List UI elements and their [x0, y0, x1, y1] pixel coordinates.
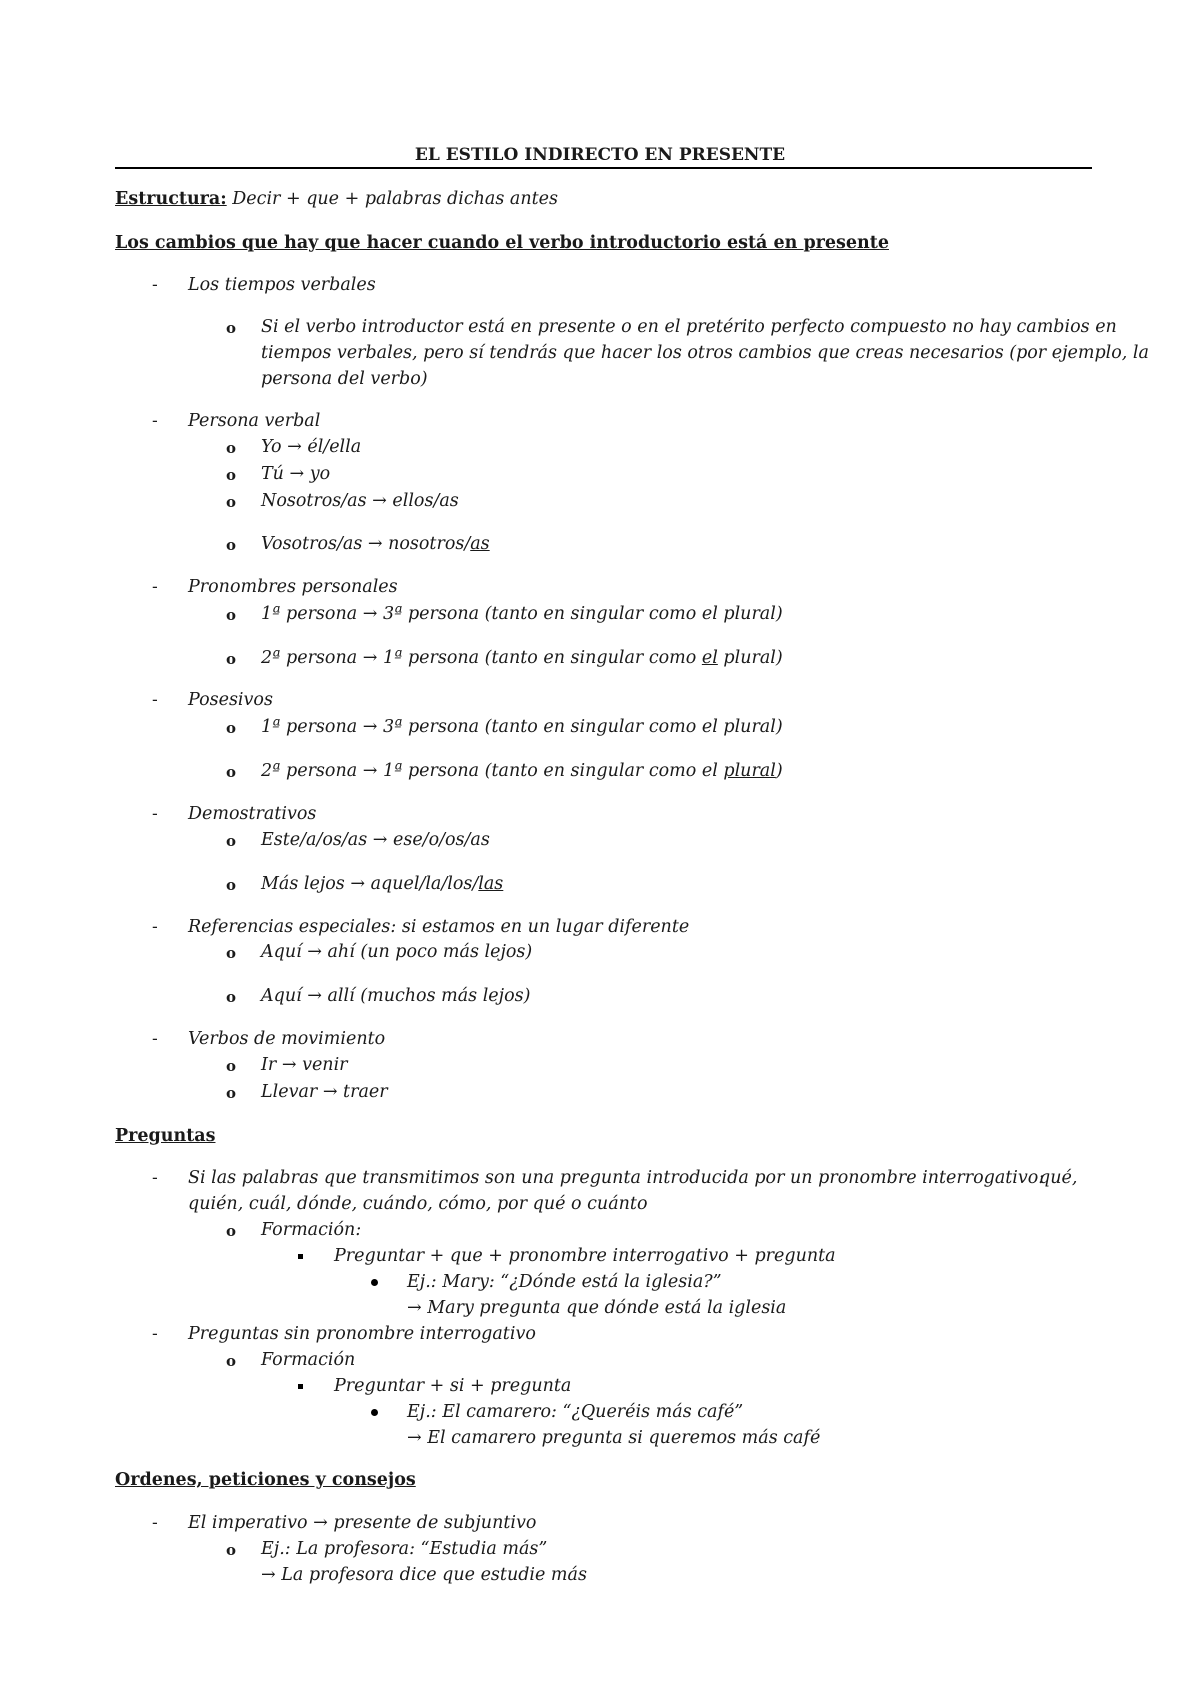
o-bullet: o: [226, 1057, 237, 1075]
o-bullet: o: [226, 536, 237, 554]
tiempos-line-1: Si el verbo introductor está en presente o en el pretérito perfecto compuesto no hay cambios en: [261, 317, 1117, 337]
ordenes-heading: Ordenes, peticiones y consejos: [115, 1470, 416, 1490]
movimiento-item-2: Llevar → traer: [261, 1082, 388, 1102]
ordenes-resultado: → La profesora dice que estudie más: [261, 1565, 587, 1585]
o-bullet: o: [226, 832, 237, 850]
ejemplo-1: Ej.: Mary: “¿Dónde está la iglesia?”: [407, 1272, 722, 1292]
formula-2: Preguntar + si + pregunta: [334, 1376, 572, 1396]
persona-item-2: Tú → yo: [261, 464, 331, 484]
posesivos-label: Posesivos: [188, 690, 273, 710]
dash-bullet: -: [152, 275, 158, 295]
dash-bullet: -: [152, 577, 158, 597]
dash-bullet: -: [152, 1029, 158, 1049]
estructura-line: [115, 187, 558, 211]
movimiento-item-1: Ir → venir: [261, 1055, 348, 1075]
dash-bullet: -: [152, 1168, 158, 1188]
persona-item-4: Vosotros/as → nosotros/as: [261, 534, 490, 554]
pronombres-item-1: 1ª persona → 3ª persona (tanto en singular como el plural): [261, 604, 783, 624]
page-title: EL ESTILO INDIRECTO EN PRESENTE: [414, 145, 786, 165]
o-bullet: o: [226, 988, 237, 1006]
o-bullet: o: [226, 1084, 237, 1102]
o-bullet: o: [226, 763, 237, 781]
posesivos-item-1: 1ª persona → 3ª persona (tanto en singular como el plural): [261, 717, 783, 737]
o-bullet: o: [226, 1541, 237, 1559]
title-rule: [115, 167, 1092, 169]
dash-bullet: -: [152, 690, 158, 710]
preguntas-line-2: quién, cuál, dónde, cuándo, cómo, por qué o cuánto: [188, 1194, 648, 1214]
demostrativos-label: Demostrativos: [188, 804, 317, 824]
o-bullet: o: [226, 1222, 237, 1240]
round-bullet: [371, 1409, 378, 1416]
pronombres-item-2: 2ª persona → 1ª persona (tanto en singular como el plural): [261, 648, 783, 668]
movimiento-label: Verbos de movimiento: [188, 1029, 386, 1049]
persona-label: Persona verbal: [188, 411, 321, 431]
preguntas-line-1: Si las palabras que transmitimos son una pregunta introducida por un pronombre interrogativo:: [188, 1168, 1045, 1188]
o-bullet: o: [226, 1352, 237, 1370]
pronombres-label: Pronombres personales: [188, 577, 398, 597]
dash-bullet: -: [152, 1324, 158, 1344]
o-bullet: o: [226, 719, 237, 737]
estructura-text: Decir + que + palabras dichas antes: [226, 189, 558, 209]
o-bullet: o: [226, 319, 237, 337]
o-bullet: o: [226, 466, 237, 484]
ordenes-ejemplo: Ej.: La profesora: “Estudia más”: [261, 1539, 548, 1559]
preguntas-line-1-end: qué,: [1039, 1168, 1078, 1188]
posesivos-item-2: 2ª persona → 1ª persona (tanto en singular como el plural): [261, 761, 783, 781]
o-bullet: o: [226, 493, 237, 511]
square-bullet: [298, 1254, 303, 1259]
ejemplo-2: Ej.: El camarero: “¿Queréis más café”: [407, 1402, 744, 1422]
ordenes-label: El imperativo → presente de subjuntivo: [188, 1513, 537, 1533]
o-bullet: o: [226, 876, 237, 894]
dash-bullet: -: [152, 411, 158, 431]
formula-1: Preguntar + que + pronombre interrogativo + pregunta: [334, 1246, 836, 1266]
formacion-2: Formación: [261, 1350, 356, 1370]
formacion-1: Formación:: [261, 1220, 362, 1240]
preguntas-heading: Preguntas: [115, 1126, 216, 1146]
dash-bullet: -: [152, 804, 158, 824]
tiempos-label: Los tiempos verbales: [188, 275, 376, 295]
preguntas-sin-label: Preguntas sin pronombre interrogativo: [188, 1324, 536, 1344]
o-bullet: o: [226, 650, 237, 668]
persona-item-3: Nosotros/as → ellos/as: [261, 491, 459, 511]
dash-bullet: -: [152, 917, 158, 937]
demostrativos-item-1: Este/a/os/as → ese/o/os/as: [261, 830, 490, 850]
referencias-label: Referencias especiales: si estamos en un lugar diferente: [188, 917, 690, 937]
referencias-item-2: Aquí → allí (muchos más lejos): [261, 986, 531, 1006]
o-bullet: o: [226, 944, 237, 962]
tiempos-line-2: tiempos verbales, pero sí tendrás que hacer los otros cambios que creas necesarios (por ejemplo, la: [261, 343, 1149, 363]
tiempos-line-3: persona del verbo): [261, 369, 428, 389]
o-bullet: o: [226, 606, 237, 624]
persona-item-1: Yo → él/ella: [261, 437, 362, 457]
resultado-2: → El camarero pregunta si queremos más café: [407, 1428, 821, 1448]
round-bullet: [371, 1279, 378, 1286]
estructura-label: Estructura:: [115, 189, 227, 209]
square-bullet: [298, 1384, 303, 1389]
referencias-item-1: Aquí → ahí (un poco más lejos): [261, 942, 533, 962]
resultado-1: → Mary pregunta que dónde está la iglesia: [407, 1298, 787, 1318]
demostrativos-item-2: Más lejos → aquel/la/los/las: [261, 874, 504, 894]
dash-bullet: -: [152, 1513, 158, 1533]
cambios-heading: Los cambios que hay que hacer cuando el verbo introductorio está en presente: [115, 233, 889, 253]
o-bullet: o: [226, 439, 237, 457]
